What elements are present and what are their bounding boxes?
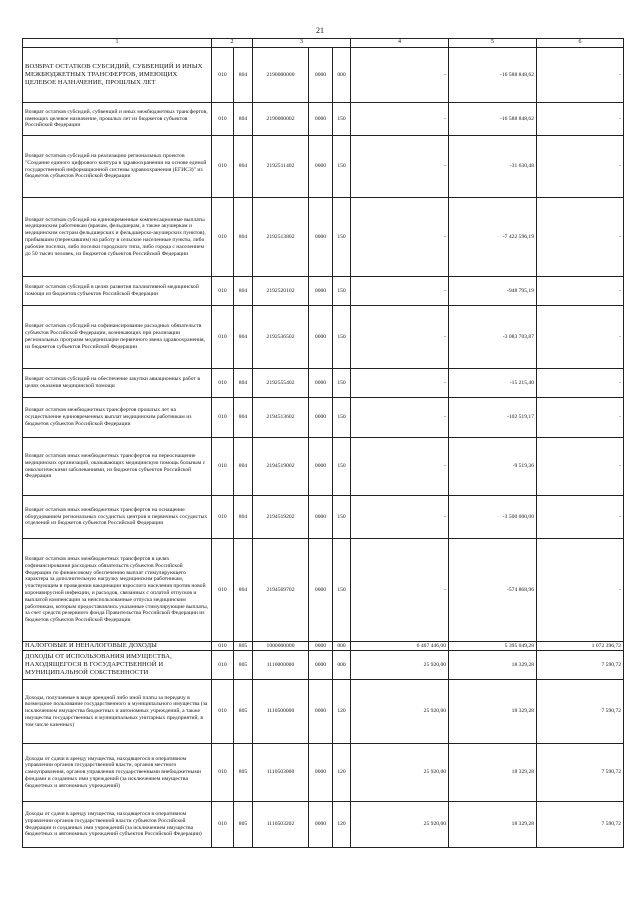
- row-code-2-cell: 805: [234, 680, 253, 744]
- header-col-6: 6: [537, 39, 624, 48]
- table-row: [23, 48, 624, 103]
- row-code-3-cell: 1000000000: [253, 642, 309, 651]
- table-row: [23, 642, 624, 651]
- table-row: [23, 398, 624, 438]
- row-value-col6-cell: -: [537, 198, 624, 277]
- row-code-3-cell: 2190000002: [253, 103, 309, 136]
- row-code-5-cell: 150: [333, 136, 351, 198]
- row-value-col4-cell: 25 920,00: [351, 680, 449, 744]
- row-name-cell: ДОХОДЫ ОТ ИСПОЛЬЗОВАНИЯ ИМУЩЕСТВА, НАХОДЯЩЕГОСЯ В ГОСУДАРСТВЕННОЙ И МУНИЦИПАЛЬНОЙ СОБСТВЕННОСТИ: [23, 651, 212, 680]
- row-name-cell: Возврат остатков субсидий на реализацию региональных проектов "Создание единого цифрового контура в здравоохранении на основе единой государственной информационной системы здравоохранения (ЕГИСЗ)" из бюджетов субъектов Российской Федерации: [23, 136, 212, 198]
- row-value-col4-cell: -: [351, 48, 449, 103]
- row-value-col6-cell: -: [537, 277, 624, 306]
- row-value-col5-cell: -3 500 000,00: [449, 496, 537, 539]
- row-code-2-cell: 804: [234, 48, 253, 103]
- row-code-2-cell: 805: [234, 744, 253, 802]
- row-value-col6-cell: -: [537, 136, 624, 198]
- row-code-1-cell: 010: [212, 680, 234, 744]
- row-value-col5-cell: 18 329,28: [449, 802, 537, 848]
- row-code-4-cell: 0000: [309, 496, 333, 539]
- row-value-col6-cell: 7 590,72: [537, 680, 624, 744]
- row-code-2-cell: 804: [234, 136, 253, 198]
- row-code-1-cell: 010: [212, 539, 234, 642]
- header-col-1: 1: [23, 39, 212, 48]
- row-code-3-cell: 2190000000: [253, 48, 309, 103]
- row-code-3-cell: 2192513802: [253, 198, 309, 277]
- row-name-cell: ВОЗВРАТ ОСТАТКОВ СУБСИДИЙ, СУБВЕНЦИЙ И ИНЫХ МЕЖБЮДЖЕТНЫХ ТРАНСФЕРТОВ, ИМЕЮЩИХ ЦЕЛЕВОЕ НАЗНАЧЕНИЕ, ПРОШЛЫХ ЛЕТ: [23, 48, 212, 103]
- row-name-cell: Возврат остатков иных межбюджетных трансфертов на переоснащение медицинских организаций, оказывающих медицинскую помощь больным с онкологическими заболеваниями, из бюджетов субъектов Российской Федерации: [23, 438, 212, 496]
- row-value-col6-cell: -: [537, 369, 624, 398]
- row-name-cell: Возврат остатков субсидий на единовременные компенсационные выплаты медицинским работникам (врачам, фельдшерам, а также акушеркам и медицинским сестрам фельдшерских и фельдшерско-акушерских пунктов), прибывшим (переехавшим) на работу в сельские населенные пункты, либо рабочие поселки, либо поселки городского типа, либо города с населением до 50 тысяч человек, из бюджетов субъектов Российской Федерации: [23, 198, 212, 277]
- row-name-cell: Доходы, получаемые в виде арендной либо иной платы за передачу в возмездное пользование государственного и муниципального имущества (за исключением имущества бюджетных и автономных учреждений, а также имущества государственных и муниципальных унитарных предприятий, в том числе казенных): [23, 680, 212, 744]
- row-code-4-cell: 0000: [309, 48, 333, 103]
- row-value-col5-cell: -7 422 596,19: [449, 198, 537, 277]
- row-code-4-cell: 0000: [309, 744, 333, 802]
- row-code-1-cell: 010: [212, 198, 234, 277]
- table-row: [23, 136, 624, 198]
- row-code-1-cell: 010: [212, 802, 234, 848]
- row-value-col6-cell: 7 590,72: [537, 802, 624, 848]
- row-value-col4-cell: -: [351, 277, 449, 306]
- row-code-5-cell: 150: [333, 369, 351, 398]
- row-name-cell: Возврат остатков субсидий, субвенций и иных межбюджетных трансфертов, имеющих целевое назначение, прошлых лет из бюджетов субъектов Российской Федерации: [23, 103, 212, 136]
- table-row: [23, 802, 624, 848]
- table-row: [23, 744, 624, 802]
- row-value-col4-cell: -: [351, 136, 449, 198]
- row-code-1-cell: 010: [212, 651, 234, 680]
- row-value-col4-cell: -: [351, 369, 449, 398]
- row-value-col5-cell: 5 395 049,28: [449, 642, 537, 651]
- row-code-2-cell: 804: [234, 496, 253, 539]
- row-code-5-cell: 150: [333, 496, 351, 539]
- row-code-5-cell: 000: [333, 48, 351, 103]
- row-code-4-cell: 0000: [309, 398, 333, 438]
- row-code-2-cell: 805: [234, 651, 253, 680]
- row-value-col6-cell: -: [537, 103, 624, 136]
- row-code-3-cell: 2192536502: [253, 306, 309, 369]
- row-value-col5-cell: -15 215,40: [449, 369, 537, 398]
- row-code-2-cell: 804: [234, 198, 253, 277]
- row-value-col4-cell: -: [351, 198, 449, 277]
- table-row: [23, 277, 624, 306]
- table-row: [23, 496, 624, 539]
- row-code-2-cell: 804: [234, 438, 253, 496]
- header-col-5: 5: [449, 39, 537, 48]
- row-code-2-cell: 804: [234, 539, 253, 642]
- row-code-2-cell: 805: [234, 802, 253, 848]
- row-code-5-cell: 150: [333, 306, 351, 369]
- row-code-4-cell: 0000: [309, 369, 333, 398]
- row-code-5-cell: 120: [333, 802, 351, 848]
- row-code-3-cell: 2194519002: [253, 438, 309, 496]
- table-row: [23, 539, 624, 642]
- row-code-4-cell: 0000: [309, 802, 333, 848]
- row-code-4-cell: 0000: [309, 642, 333, 651]
- page-number: 21: [316, 26, 324, 35]
- row-value-col5-cell: -574 868,96: [449, 539, 537, 642]
- row-code-5-cell: 150: [333, 438, 351, 496]
- row-code-2-cell: 804: [234, 369, 253, 398]
- row-code-4-cell: 0000: [309, 198, 333, 277]
- row-code-3-cell: 2194519202: [253, 496, 309, 539]
- row-value-col5-cell: -102 519,17: [449, 398, 537, 438]
- row-code-2-cell: 804: [234, 277, 253, 306]
- row-code-5-cell: 000: [333, 651, 351, 680]
- row-value-col6-cell: -: [537, 306, 624, 369]
- row-value-col6-cell: -: [537, 539, 624, 642]
- row-code-4-cell: 0000: [309, 438, 333, 496]
- row-code-4-cell: 0000: [309, 306, 333, 369]
- table-row: [23, 306, 624, 369]
- row-code-5-cell: 150: [333, 277, 351, 306]
- row-value-col4-cell: -: [351, 398, 449, 438]
- row-value-col4-cell: 25 920,00: [351, 744, 449, 802]
- row-value-col6-cell: -: [537, 48, 624, 103]
- row-value-col6-cell: -: [537, 496, 624, 539]
- row-value-col5-cell: -16 588 848,62: [449, 48, 537, 103]
- table-row: [23, 438, 624, 496]
- row-code-3-cell: 1110503000: [253, 744, 309, 802]
- table-row: [23, 103, 624, 136]
- row-value-col4-cell: -: [351, 539, 449, 642]
- row-name-cell: Доходы от сдачи в аренду имущества, находящегося в оперативном управлении органов государственной власти субъектов Российской Федерации и созданных ими учреждений (за исключением имущества бюджетных и автономных учреждений субъектов Российской Федерации): [23, 802, 212, 848]
- row-code-2-cell: 804: [234, 103, 253, 136]
- budget-table: [22, 38, 624, 848]
- row-value-col4-cell: 25 920,00: [351, 802, 449, 848]
- row-code-3-cell: 1110500000: [253, 680, 309, 744]
- row-code-5-cell: 120: [333, 680, 351, 744]
- row-code-3-cell: 1110000000: [253, 651, 309, 680]
- row-code-4-cell: 0000: [309, 539, 333, 642]
- row-code-5-cell: 150: [333, 103, 351, 136]
- row-code-4-cell: 0000: [309, 680, 333, 744]
- row-code-4-cell: 0000: [309, 103, 333, 136]
- row-value-col5-cell: 18 329,28: [449, 651, 537, 680]
- row-value-col5-cell: -3 083 703,87: [449, 306, 537, 369]
- row-code-5-cell: 150: [333, 539, 351, 642]
- row-name-cell: Возврат остатков субсидий на софинансирование расходных обязательств субъектов Российской Федерации, возникающих при реализации региональных программ модернизации первичного звена здравоохранения, из бюджетов субъектов Российской Федерации: [23, 306, 212, 369]
- row-code-1-cell: 010: [212, 438, 234, 496]
- row-value-col5-cell: 18 329,28: [449, 744, 537, 802]
- row-code-1-cell: 010: [212, 496, 234, 539]
- table-header-row: [23, 39, 624, 48]
- table-row: [23, 369, 624, 398]
- row-code-2-cell: 804: [234, 306, 253, 369]
- row-code-3-cell: 2192520102: [253, 277, 309, 306]
- row-value-col6-cell: 7 590,72: [537, 744, 624, 802]
- table-row: [23, 651, 624, 680]
- row-code-5-cell: 120: [333, 744, 351, 802]
- header-col-4: 4: [351, 39, 449, 48]
- header-col-3: 3: [253, 39, 351, 48]
- row-value-col6-cell: 1 072 396,72: [537, 642, 624, 651]
- row-code-1-cell: 010: [212, 369, 234, 398]
- row-value-col4-cell: -: [351, 496, 449, 539]
- row-code-1-cell: 010: [212, 103, 234, 136]
- row-value-col4-cell: -: [351, 438, 449, 496]
- row-code-5-cell: 150: [333, 398, 351, 438]
- row-code-1-cell: 010: [212, 136, 234, 198]
- row-name-cell: Доходы от сдачи в аренду имущества, находящегося в оперативном управлении органов государственной власти, органов местного самоуправления, органов управления государственными внебюджетными фондами и созданных ими учреждений (за исключением имущества бюджетных и автономных учреждений): [23, 744, 212, 802]
- row-code-4-cell: 0000: [309, 651, 333, 680]
- row-code-5-cell: 000: [333, 642, 351, 651]
- row-value-col5-cell: -16 588 848,62: [449, 103, 537, 136]
- row-name-cell: Возврат остатков межбюджетных трансфертов прошлых лет на осуществление единовременных выплат медицинским работникам из бюджетов субъектов Российской Федерации: [23, 398, 212, 438]
- row-code-3-cell: 2194513602: [253, 398, 309, 438]
- row-value-col5-cell: 18 329,28: [449, 680, 537, 744]
- row-value-col4-cell: 25 920,00: [351, 651, 449, 680]
- row-code-3-cell: 2192511402: [253, 136, 309, 198]
- row-code-1-cell: 010: [212, 277, 234, 306]
- row-value-col6-cell: 7 590,72: [537, 651, 624, 680]
- row-code-3-cell: 1110503202: [253, 802, 309, 848]
- row-code-4-cell: 0000: [309, 136, 333, 198]
- row-name-cell: Возврат остатков иных межбюджетных трансфертов в целях софинансирования расходных обязательств субъектов Российской Федерации по финансовому обеспечению выплат стимулирующего характера за дополнительную нагрузку медицинским работникам, участвующим в проведении вакцинации взрослого населения против новой коронавирусной инфекции, и расходов, связанных с оплатой отпусков и выплатой компенсации за неиспользованные отпуска медицинским работникам, которым предоставлялись указанные стимулирующие выплаты, за счет средств резервного фонда Правительства Российской Федерации из бюджетов субъектов Российской Федерации: [23, 539, 212, 642]
- row-value-col5-cell: -948 795,19: [449, 277, 537, 306]
- row-value-col5-cell: -9 519,36: [449, 438, 537, 496]
- row-code-4-cell: 0000: [309, 277, 333, 306]
- row-name-cell: НАЛОГОВЫЕ И НЕНАЛОГОВЫЕ ДОХОДЫ: [23, 642, 212, 651]
- row-code-2-cell: 804: [234, 398, 253, 438]
- row-code-2-cell: 805: [234, 642, 253, 651]
- header-col-2: 2: [212, 39, 253, 48]
- row-code-1-cell: 010: [212, 48, 234, 103]
- row-code-1-cell: 010: [212, 642, 234, 651]
- row-code-3-cell: 2194569702: [253, 539, 309, 642]
- row-code-1-cell: 010: [212, 306, 234, 369]
- table-row: [23, 680, 624, 744]
- row-name-cell: Возврат остатков иных межбюджетных трансфертов на оснащение оборудованием региональных сосудистых центров и первичных сосудистых отделений из бюджетов субъектов Российской Федерации: [23, 496, 212, 539]
- row-value-col5-cell: -31 630,48: [449, 136, 537, 198]
- row-value-col4-cell: -: [351, 103, 449, 136]
- row-value-col4-cell: -: [351, 306, 449, 369]
- row-code-1-cell: 010: [212, 398, 234, 438]
- row-value-col4-cell: 6 467 446,00: [351, 642, 449, 651]
- row-code-3-cell: 2192555402: [253, 369, 309, 398]
- row-name-cell: Возврат остатков субсидий на обеспечение закупки авиационных работ в целях оказания медицинской помощи: [23, 369, 212, 398]
- row-value-col6-cell: -: [537, 398, 624, 438]
- table-row: [23, 198, 624, 277]
- row-code-5-cell: 150: [333, 198, 351, 277]
- row-value-col6-cell: -: [537, 438, 624, 496]
- row-code-1-cell: 010: [212, 744, 234, 802]
- row-name-cell: Возврат остатков субсидий в целях развития паллиативной медицинской помощи из бюджетов субъектов Российской Федерации: [23, 277, 212, 306]
